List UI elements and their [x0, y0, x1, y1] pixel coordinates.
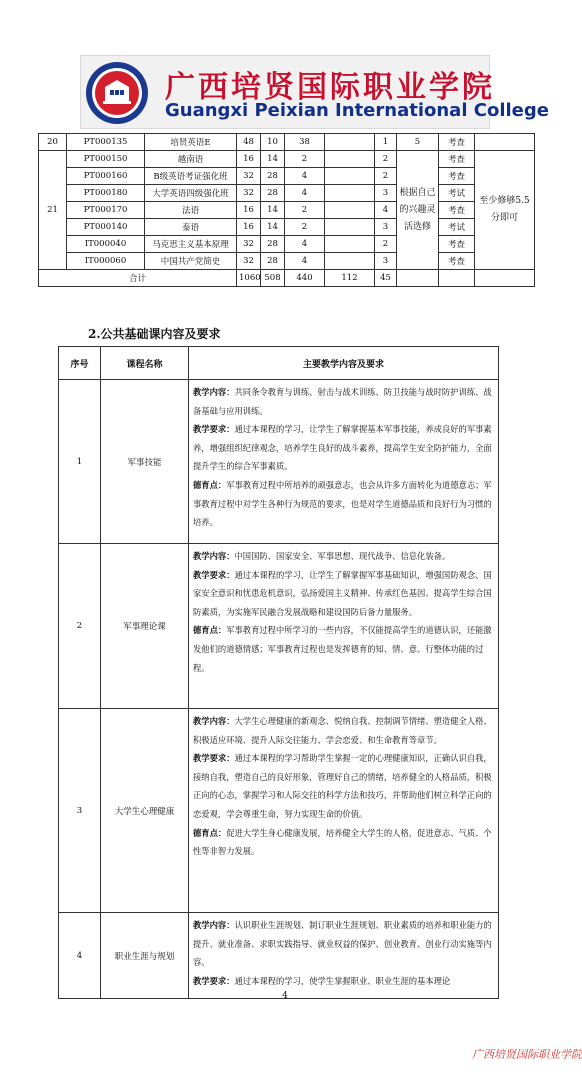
college-name-cn: 广西培贤国际职业学院: [165, 70, 495, 105]
table-row: IT000040 马克思主义基本原理 32 28 4 2 考查: [39, 236, 535, 253]
table-row: 20 PT000135 培贤英语E 48 10 38 1 5 考查: [39, 134, 535, 151]
course-description: 教学内容：中国国防、国家安全、军事思想、现代战争、信息化装备。 教学要求：通过本课程的学习，让学生了解掌握军事基础知识，增强国防观念、国家安全意识和忧患危机意识，弘扬爱国主义精神、传承红色基因、提高学生综合国防素质，为实施军民融合发展战略和建设国防后备力量服务。 德育点：军事教育过程中所学习的一些内容，不仅能提高学生的道德认识，还能激发他们的道德情感；军事教育过程也是发挥德育的知、情、意、行整体功能的过程。: [189, 544, 499, 709]
elective-note: 根据自己的兴趣灵活选修: [397, 151, 439, 270]
table-header-row: 序号 课程名称 主要教学内容及要求: [59, 347, 499, 380]
section-title: 2.公共基础课内容及要求: [88, 327, 221, 341]
table-row: PT000170 法语 16 14 2 4 考查: [39, 202, 535, 219]
table-row: 1 军事技能 教学内容：共同条令教育与训练、射击与战术训练、防卫技能与战时防护训练、战备基础与应用训练。 教学要求：通过本课程的学习，让学生了解掌握基本军事技能，养成良好的军事素养，增强组织纪律观念，培养学生良好的战斗素养，提高学生安全防护能力，全面提升学生的综合军事素质。 德育点：军事教育过程中所培养的顽强意志，也会从许多方面转化为道德意志；军事教育过程中对学生各种行为规范的要求，也是对学生道德品质和良好行为习惯的培养。: [59, 380, 499, 544]
course-content-table: [58, 346, 499, 999]
table-row: 2 军事理论课 教学内容：中国国防、国家安全、军事思想、现代战争、信息化装备。 教学要求：通过本课程的学习，让学生了解掌握军事基础知识，增强国防观念、国家安全意识和忧患危机意识，弘扬爱国主义精神、传承红色基因、提高学生综合国防素质，为实施军民融合发展战略和建设国防后备力量服务。 德育点：军事教育过程中所学习的一些内容，不仅能提高学生的道德认识，还能激发他们的道德情感；军事教育过程也是发挥德育的知、情、意、行整体功能的过程。: [59, 544, 499, 709]
table-total-row: 合计 1060 508 440 112 45: [39, 270, 535, 287]
college-logo: [85, 61, 149, 125]
footer-watermark: 广西培贤国际职业学院: [472, 1048, 582, 1061]
credit-requirement: 至少修够5.5分即可: [475, 151, 535, 270]
table-row: PT000160 B级英语考证强化班 32 28 4 2 考查: [39, 168, 535, 185]
table-row: 3 大学生心理健康 教学内容：大学生心理健康的新观念、悦纳自我、控制调节情绪、塑造健全人格、积极适应环境、提升人际交往能力、学会恋爱、和生命教育等章节。 教学要求：通过本课程的学习帮助学生掌握一定的心理健康知识，正确认识自我，接纳自我，塑造自己的良好形象，管理好自己的情绪，培养健全的人格品质，积极正向的心态，掌握学习和人际交往的科学方法和技巧，并帮助他们树立科学正向的恋爱观，学会尊重生命，努力实现生命的价值。 德育点：促进大学生身心健康发展，培养健全大学生的人格，促进意志、气质、个性等非智力发展。: [59, 709, 499, 913]
table-row: PT000180 大学英语四级强化班 32 28 4 3 考试: [39, 185, 535, 202]
course-description: 教学内容：认识职业生涯规划、制订职业生涯规划、职业素质的培养和职业能力的提升、就业准备、求职实践指导、就业权益的保护、创业教育、创业行动实施等内容。 教学要求：通过本课程的学习，使学生掌握职业、职业生涯的基本理论: [189, 913, 499, 999]
course-description: 教学内容：大学生心理健康的新观念、悦纳自我、控制调节情绪、塑造健全人格、积极适应环境、提升人际交往能力、学会恋爱、和生命教育等章节。 教学要求：通过本课程的学习帮助学生掌握一定的心理健康知识，正确认识自我，接纳自我，塑造自己的良好形象，管理好自己的情绪，培养健全的人格品质，积极正向的心态，掌握学习和人际交往的科学方法和技巧，并帮助他们树立科学正向的恋爱观，学会尊重生命，努力实现生命的价值。 德育点：促进大学生身心健康发展，培养健全大学生的人格，促进意志、气质、个性等非智力发展。: [189, 709, 499, 913]
table-row: IT000060 中国共产党简史 32 28 4 3 考查: [39, 253, 535, 270]
course-description: 教学内容：共同条令教育与训练、射击与战术训练、防卫技能与战时防护训练、战备基础与应用训练。 教学要求：通过本课程的学习，让学生了解掌握基本军事技能，养成良好的军事素养，增强组织纪律观念，培养学生良好的战斗素养，提高学生安全防护能力，全面提升学生的综合军事素质。 德育点：军事教育过程中所培养的顽强意志，也会从许多方面转化为道德意志；军事教育过程中对学生各种行为规范的要求，也是对学生道德品质和良好行为习惯的培养。: [189, 380, 499, 544]
table-row: 4 职业生涯与规划 教学内容：认识职业生涯规划、制订职业生涯规划、职业素质的培养和职业能力的提升、就业准备、求职实践指导、就业权益的保护、创业教育、创业行动实施等内容。 教学要求：通过本课程的学习，使学生掌握职业、职业生涯的基本理论: [59, 913, 499, 999]
college-name-en: Guangxi Peixian International College: [165, 100, 549, 121]
page-number: 4: [282, 991, 288, 1001]
table-row: PT000140 泰语 16 14 2 3 考试: [39, 219, 535, 236]
elective-course-table: [38, 133, 535, 287]
header-banner: [80, 55, 549, 129]
table-row: 21 PT000150 越南语 16 14 2 2 根据自己的兴趣灵活选修 考查 至少修够5.5分即可: [39, 151, 535, 168]
